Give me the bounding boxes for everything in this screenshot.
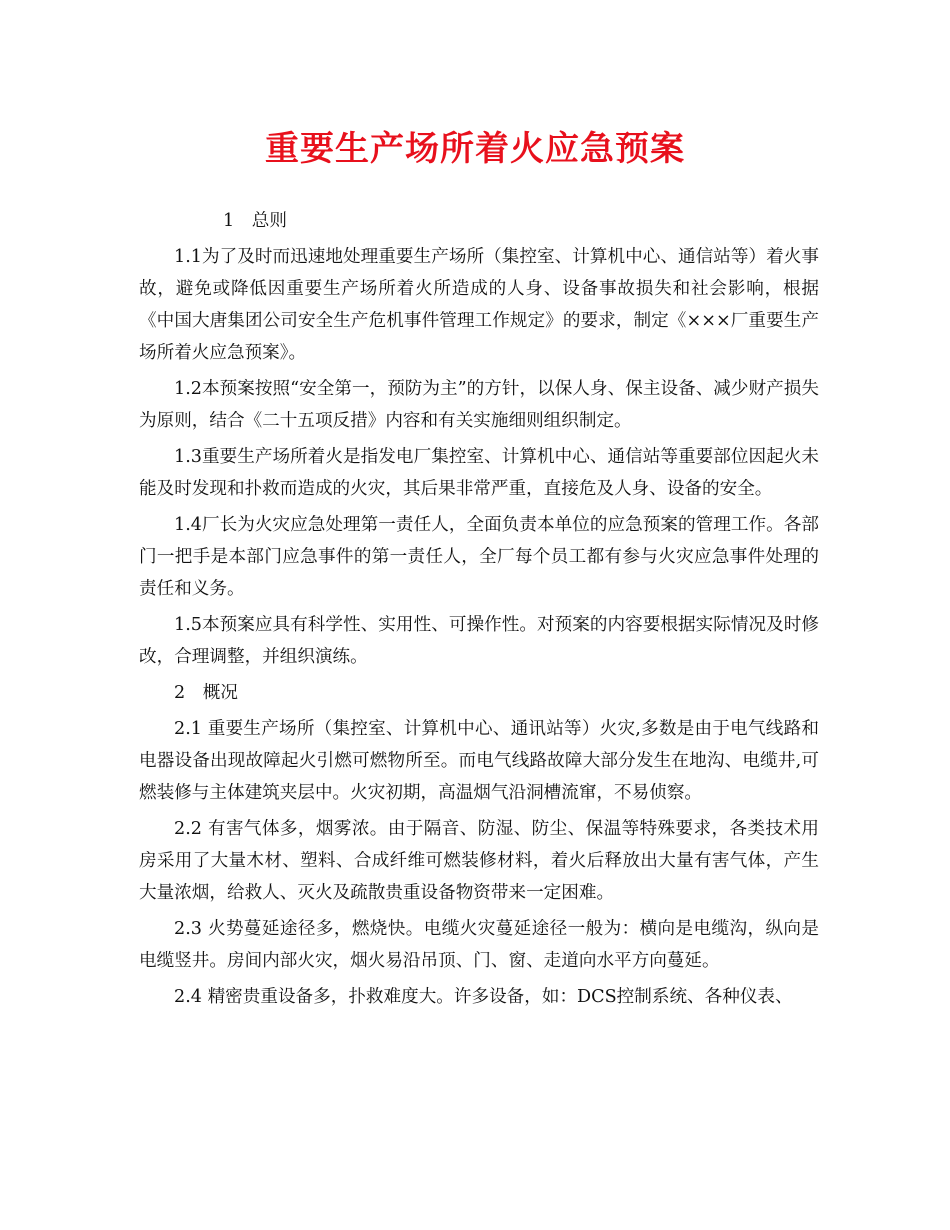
paragraph-2-1: 2.1 重要生产场所（集控室、计算机中心、通讯站等）火灾,多数是由于电气线路和电器设备出现故障起火引燃可燃物所至。而电气线路故障大部分发生在地沟、电缆井,可燃装修与主体建筑夹层中。火灾初期，高温烟气沿洞槽流窜，不易侦察。 bbox=[139, 719, 819, 803]
paragraph-1-5: 1.5本预案应具有科学性、实用性、可操作性。对预案的内容要根据实际情况及时修改，合理调整，并组织演练。 bbox=[139, 615, 819, 667]
paragraph-2-3: 2.3 火势蔓延途径多，燃烧快。电缆火灾蔓延途径一般为：横向是电缆沟，纵向是电缆竖井。房间内部火灾，烟火易沿吊顶、门、窗、走道向水平方向蔓延。 bbox=[139, 919, 819, 971]
document-title: 重要生产场所着火应急预案 bbox=[265, 129, 685, 169]
paragraph-1-3: 1.3重要生产场所着火是指发电厂集控室、计算机中心、通信站等重要部位因起火未能及时发现和扑救而造成的火灾，其后果非常严重，直接危及人身、设备的安全。 bbox=[139, 447, 819, 499]
paragraph-2-4: 2.4 精密贵重设备多，扑救难度大。许多设备，如：DCS控制系统、各种仪表、 bbox=[174, 987, 793, 1007]
paragraph-1-2: 1.2本预案按照“安全第一，预防为主”的方针，以保人身、保主设备、减少财产损失为原则，结合《二十五项反措》内容和有关实施细则组织制定。 bbox=[139, 379, 819, 431]
section-heading-general: 1 总则 bbox=[223, 211, 287, 231]
paragraph-2-2: 2.2 有害气体多，烟雾浓。由于隔音、防湿、防尘、保温等特殊要求，各类技术用房采用了大量木材、塑料、合成纤维可燃装修材料，着火后释放出大量有害气体，产生大量浓烟，给救人、灭火及疏散贵重设备物资带来一定困难。 bbox=[139, 819, 819, 903]
paragraph-1-4: 1.4厂长为火灾应急处理第一责任人，全面负责本单位的应急预案的管理工作。各部门一把手是本部门应急事件的第一责任人，全厂每个员工都有参与火灾应急事件处理的责任和义务。 bbox=[139, 515, 819, 599]
section-heading-overview: 2 概况 bbox=[174, 683, 238, 703]
paragraph-1-1: 1.1为了及时而迅速地处理重要生产场所（集控室、计算机中心、通信站等）着火事故，避免或降低因重要生产场所着火所造成的人身、设备事故损失和社会影响，根据《中国大唐集团公司安全生产危机事件管理工作规定》的要求，制定《×××厂重要生产场所着火应急预案》。 bbox=[139, 247, 819, 363]
document-body bbox=[139, 205, 819, 1017]
